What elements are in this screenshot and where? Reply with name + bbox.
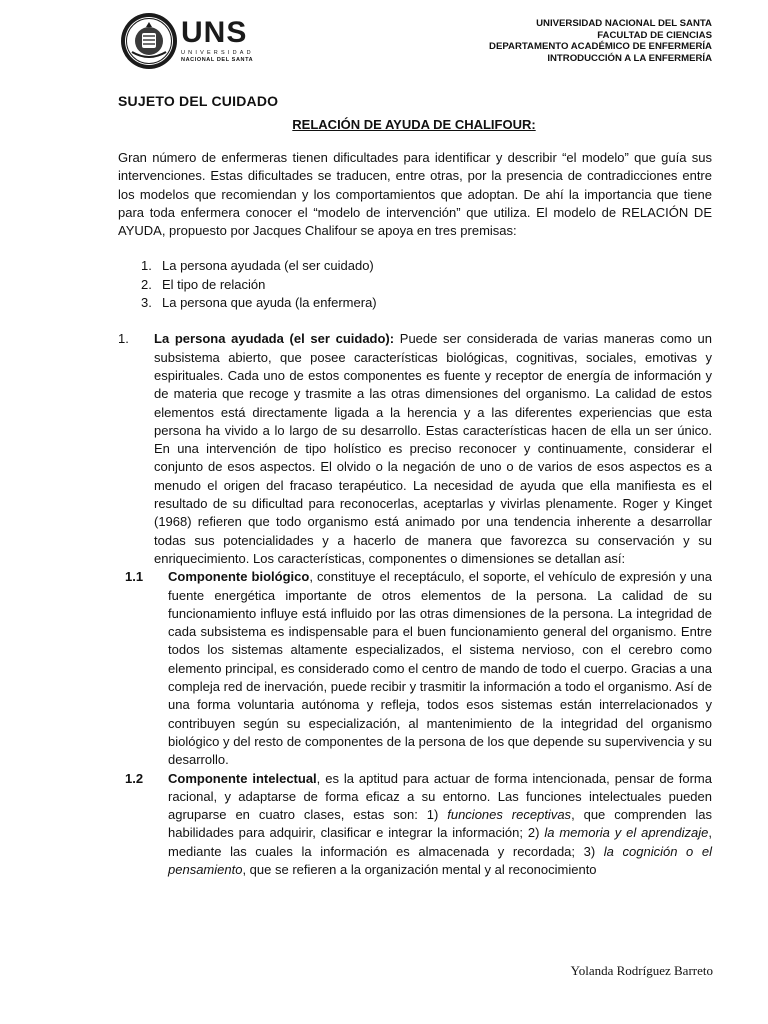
premise-number: 2.	[141, 276, 152, 292]
section-1-paragraph	[154, 330, 712, 568]
premise-text: La persona que ayuda (la enfermera)	[162, 295, 377, 311]
premise-text: La persona ayudada (el ser cuidado)	[162, 258, 374, 274]
institution-department: DEPARTAMENTO ACADÉMICO DE ENFERMERÍA	[489, 41, 712, 53]
institution-faculty: FACULTAD DE CIENCIAS	[597, 29, 712, 41]
premise-number: 1.	[141, 258, 152, 274]
institution-header	[489, 18, 712, 64]
subsection-biological-paragraph	[168, 568, 712, 769]
section-title: SUJETO DEL CUIDADO	[118, 93, 279, 109]
section-1	[118, 330, 712, 879]
subsection-text: , mediante las cuales la información es almacenada y recordada; 3)	[168, 825, 712, 859]
intro-paragraph: Gran número de enfermeras tienen dificultades para identificar y describir “el modelo” que guía sus intervenciones. Estas dificultades se traducen, entre otras, por la presencia de contradicciones entre los modelos que recomiendan y los comportamientos que adoptan. De ahí la importancia que tiene para toda enfermera conocer el “modelo de intervención” que utiliza. El modelo de RELACIÓN DE AYUDA, propuesto por Jacques Chalifour se apoya en tres premisas:	[118, 150, 712, 239]
subsection-number: 1.2	[125, 770, 144, 786]
logo-wordmark	[181, 18, 254, 64]
section-1-text: Puede ser considerada de varias maneras como un subsistema abierto, que posee características biológicas, cognitivas, sociales, emotivas y espirituales. Cada uno de estos componentes es fuente y receptor de energía de información y de materia que recoge y trasmite a las otras dimensiones del organismo. La calidad de estos elementos está directamente ligada a la herencia y a las diferentes experiencias que esta persona ha vivido a lo largo de su desarrollo. Estas características hacen de ella un ser único. En una intervención de tipo holístico es preciso reconocer y continuamente, considerar el conjunto de esos aspectos. El olvido o la negación de uno o de varios de esos aspectos es a menudo el origen del fracaso terapéutico. La necesidad de ayuda que ella manifiesta es el resultado de su dificultad para reconocerlas, aceptarlas y vivirlas plenamente. Roger y Kinget (1968) refieren que todo organismo está animado por una tendencia inherente a desarrollar todas sus potencialidades y a hacerlo de manera que favorezca su conservación y su enriquecimiento. Los características, componentes o dimensiones se detallan así:	[154, 331, 712, 566]
italic-term: la cognición o el pensamiento	[168, 843, 712, 877]
subsection-heading: Componente intelectual	[168, 770, 317, 786]
subsection-text: , constituye el receptáculo, el soporte, el vehículo de expresión y una fuente energética importante de otros elementos de la persona. La calidad de su funcionamiento influye está influido por las otras dimensiones de la persona. La integridad de cada subsistema es indispensable para el buen funcionamiento general del organismo. Entre todos los sistemas altamente especializados, el sistema nervioso, con el cerebro como elemento principal, es considerado como el centro de mando de todo el cuerpo. Gracias a una compleja red de inervación, puede recibir y trasmitir la información a todo el organismo. Así de una forma voluntaria autónoma y refleja, todos esos sistemas están interrelacionados y contribuyen según su especialización, al mantenimiento de la integridad del organismo biológico y del resto de componentes de la persona de los que depende su supervivencia y su desarrollo.	[168, 569, 712, 768]
subsection-intellectual-paragraph	[168, 770, 712, 880]
premise-number: 3.	[141, 295, 152, 311]
author-footer: Yolanda Rodríguez Barreto	[570, 963, 713, 978]
subsection-text: , que comprenden las habilidades para adquirir, clasificar e integrar la información; 2)	[168, 807, 713, 841]
subsection-biological	[125, 568, 712, 769]
premise-item	[118, 257, 712, 275]
italic-term: la memoria y el aprendizaje	[544, 825, 709, 841]
logo-sub-university: UNIVERSIDAD	[181, 50, 254, 56]
logo-sub-nacional: NACIONAL DEL SANTA	[181, 57, 254, 63]
subsection-intellectual	[125, 770, 713, 880]
italic-term: funciones receptivas	[447, 807, 572, 823]
section-1-heading: La persona ayudada (el ser cuidado):	[154, 331, 395, 347]
university-seal-logo	[120, 12, 178, 70]
document-body	[118, 149, 712, 879]
logo-uns-text: UNS	[181, 16, 248, 49]
premise-item	[118, 294, 712, 312]
institution-university: UNIVERSIDAD NACIONAL DEL SANTA	[536, 18, 712, 29]
subsections	[125, 568, 713, 879]
subsection-number: 1.1	[125, 569, 144, 585]
section-1-number: 1.	[118, 331, 129, 347]
subsection-text: , es la aptitud para actuar de forma intencionada, pensar de forma racional, y adaptarse de forma eficaz a su entorno. Las funciones intelectuales pueden agruparse en cuatro clases, estas son: 1)	[168, 770, 712, 823]
institution-course: INTRODUCCIÓN A LA ENFERMERÍA	[547, 52, 712, 64]
subsection-heading: Componente biológico	[168, 569, 310, 585]
premise-text: El tipo de relación	[162, 276, 266, 292]
subsection-text: , que se refieren a la organización mental y al reconocimiento	[242, 861, 597, 877]
premises-list	[118, 257, 712, 312]
premise-item	[118, 276, 712, 294]
document-title: RELACIÓN DE AYUDA DE CHALIFOUR:	[292, 117, 536, 132]
